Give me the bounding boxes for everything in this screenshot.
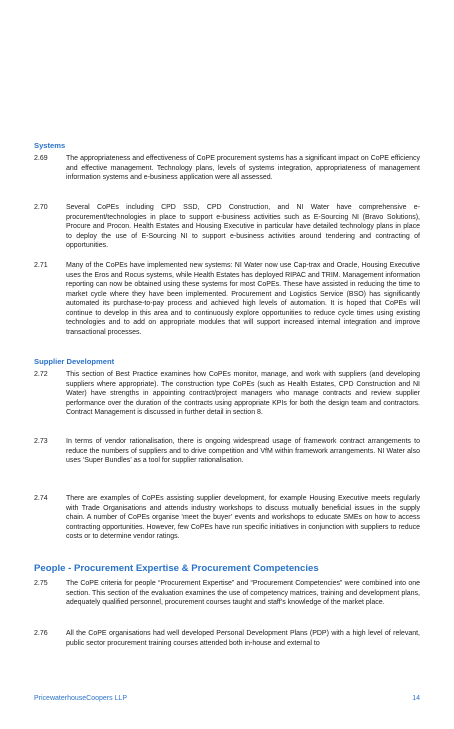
paragraph-number: 2.73 xyxy=(34,438,48,445)
paragraph-number: 2.74 xyxy=(34,495,48,502)
paragraph-number: 2.75 xyxy=(34,580,48,587)
section-heading-people: People - Procurement Expertise & Procurement Competencies xyxy=(34,563,319,574)
section-heading-supplier-development: Supplier Development xyxy=(34,357,115,366)
paragraph-2-69 xyxy=(34,154,420,183)
footer-company: PricewaterhouseCoopers LLP xyxy=(34,695,127,702)
paragraph-text: Several CoPEs including CPD SSD, CPD Construction, and NI Water have comprehensive e-procurement/technologies in place to support e-business activities such as E-Sourcing NI (Bravo Solutions), Procure and Procon. Health Estates and Housing Executive in particular have detailed technology plans in place to deploy the use of E-Sourcing NI to support e-business activities around tendering and contracting of opportunities. xyxy=(66,204,420,249)
paragraph-text: All the CoPE organisations had well developed Personal Development Plans (PDP) with a high level of relevant, public sector procurement training courses attended both in-house and external to xyxy=(66,630,420,647)
paragraph-2-75 xyxy=(34,579,420,608)
paragraph-text: In terms of vendor rationalisation, there is ongoing widespread usage of framework contract arrangements to reduce the numbers of suppliers and to drive competition and VfM within framework arrangements. NI Water also uses ‘Super Bundles’ as a tool for supplier rationalisation. xyxy=(66,438,420,464)
paragraph-2-72 xyxy=(34,370,420,418)
paragraph-text: Many of the CoPEs have implemented new systems: NI Water now use Cap-trax and Oracle, Housing Executive uses the Eros and Rocus systems, while Health Estates has deployed RIPAC and TRIM. Management information reporting can now be obtained using these systems for most CoPEs. These have assisted in reducing the time to market cycle where they have been implemented. Procurement and Logistics Service (BSO) has significantly automated its purchase-to-pay process and achieved high levels of automation. It is hoped that CoPEs will continue to develop in this area and to continuously explore opportunities to reduce cycle times using existing technologies and to add on appropriate modules that will support increased internal integration and improve transactional processes. xyxy=(66,262,420,336)
paragraph-number: 2.70 xyxy=(34,204,48,211)
paragraph-2-73 xyxy=(34,437,420,466)
page-footer xyxy=(34,695,420,702)
paragraph-text: The appropriateness and effectiveness of CoPE procurement systems has a significant impact on CoPE efficiency and effective management. Technology plans, levels of systems integration, appropriateness of management information systems and e-business application were all assessed. xyxy=(66,155,420,181)
paragraph-text: The CoPE criteria for people “Procurement Expertise” and “Procurement Competencies” were combined into one section. This section of the evaluation examines the use of competency matrices, training and development plans, adequately qualified personnel, procurement courses taught and staff’s knowledge of the market place. xyxy=(66,580,420,606)
paragraph-2-76 xyxy=(34,629,420,648)
section-heading-systems: Systems xyxy=(34,141,66,150)
paragraph-2-70 xyxy=(34,203,420,251)
paragraph-text: There are examples of CoPEs assisting supplier development, for example Housing Executive meets regularly with Trade Organisations and attends industry workshops to discuss mutually beneficial issues in the supply chain. A number of CoPEs organise ‘meet the buyer’ events and workshops to educate SMEs on how to access contracting opportunities. However, few CoPEs have run specific initiatives in conjunction with suppliers to reduce costs or to determine vendor ratings. xyxy=(66,495,420,540)
paragraph-number: 2.72 xyxy=(34,371,48,378)
footer-page-number: 14 xyxy=(412,695,420,702)
paragraph-number: 2.71 xyxy=(34,262,48,269)
paragraph-2-71 xyxy=(34,261,420,337)
paragraph-number: 2.69 xyxy=(34,155,48,162)
paragraph-number: 2.76 xyxy=(34,630,48,637)
paragraph-2-74 xyxy=(34,494,420,542)
paragraph-text: This section of Best Practice examines how CoPEs monitor, manage, and work with suppliers (and developing suppliers where appropriate). The construction type CoPEs (such as Health Estates, CPD Construction and NI Water) have strengths in appointing contract/project managers who manage contracts and review supplier performance over the duration of the contracts using appropriate KPIs for both the design team and contractors. Contract Management is discussed in further detail in section 8. xyxy=(66,371,420,416)
